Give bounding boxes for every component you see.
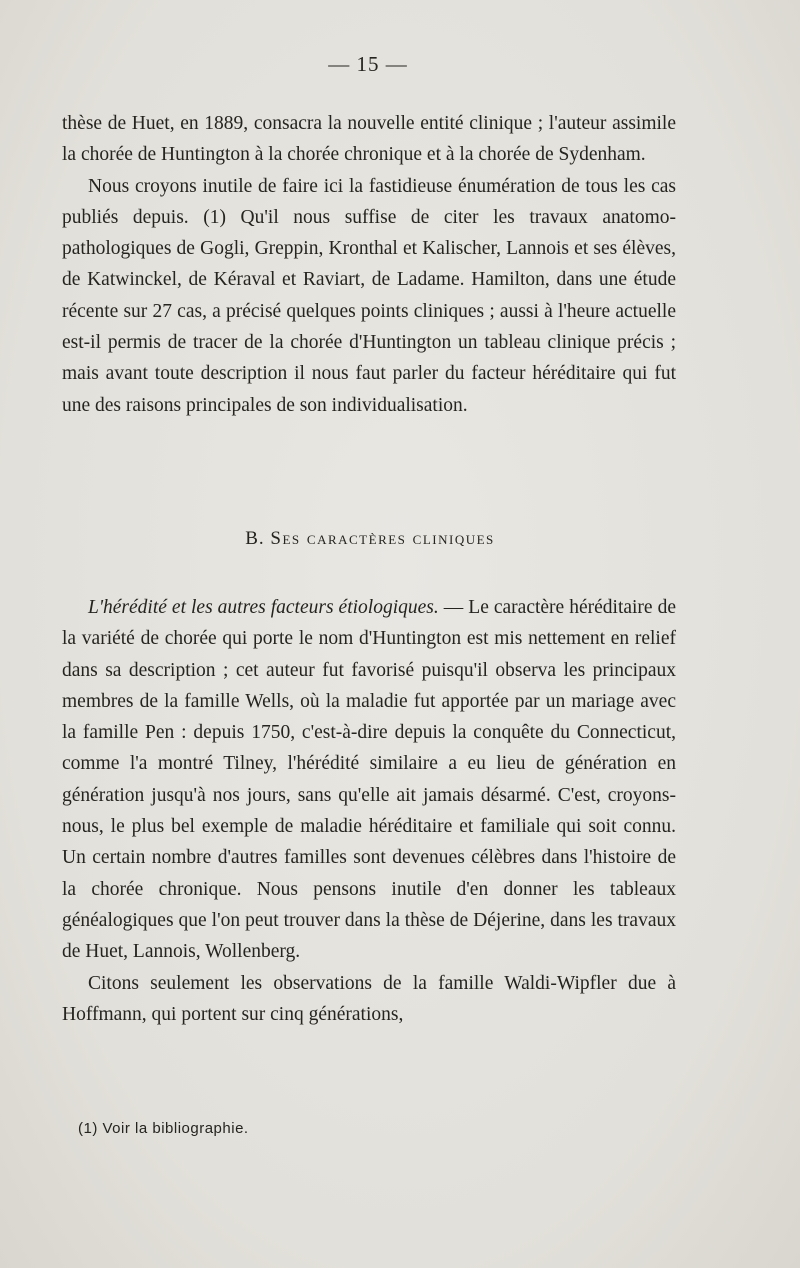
section-title: Ses caractères cliniques <box>270 528 495 549</box>
paragraph-heredity <box>62 592 676 968</box>
section-heading <box>0 528 740 550</box>
section-letter: B. <box>245 528 265 549</box>
page-number: — 15 — <box>328 52 408 76</box>
paragraph-observations: Citons seulement les observations de la famille Waldi-Wipfler due à Hoffmann, qui portent sur cinq générations, <box>62 972 676 1025</box>
paragraph-cases: Nous croyons inutile de faire ici la fastidieuse énumération de tous les cas publiés depuis. (1) Qu'il nous suffise de citer les travaux anatomo-pathologiques de Gogli, Greppin, Kronthal et Kalischer, Lannois et ses élèves, de Katwinckel, de Kéraval et Raviart, de Ladame. Hamilton, dans une étude récente sur 27 cas, a précisé quelques points cliniques ; aussi à l'heure actuelle est-il permis de tracer de la chorée d'Huntington un tableau clinique précis ; mais avant toute description il nous faut parler du facteur héréditaire qui fut une des raisons principales de son individualisation. <box>62 175 676 416</box>
subsection-title: L'hérédité et les autres facteurs étiologiques. <box>88 597 439 618</box>
body-text-bottom <box>62 592 676 1030</box>
footnote: (1) Voir la bibliographie. <box>78 1120 249 1137</box>
paragraph-continuation: thèse de Huet, en 1889, consacra la nouvelle entité clinique ; l'auteur assimile la chorée de Huntington à la chorée chronique et à la chorée de Sydenham. <box>62 113 676 166</box>
paragraph-heredity-text: — Le caractère héréditaire de la variété de chorée qui porte le nom d'Huntington est mis nettement en relief dans sa description ; cet auteur fut favorisé puisqu'il observa les principaux membres de la famille Wells, où la maladie fut apportée par un mariage avec la famille Pen : depuis 1750, c'est-à-dire depuis la conquête du Connecticut, comme l'a montré Tilney, l'hérédité similaire a eu lieu de génération en génération jusqu'à nos jours, sans qu'elle ait jamais désarmé. C'est, croyons-nous, le plus bel exemple de maladie héréditaire et familiale qui soit connu. Un certain nombre d'autres familles sont devenues célèbres dans l'histoire de la chorée chronique. Nous pensons inutile d'en donner les tableaux généalogiques que l'on peut trouver dans la thèse de Déjerine, dans les travaux de Huet, Lannois, Wollenberg. <box>62 597 677 963</box>
body-text-top <box>62 108 676 421</box>
